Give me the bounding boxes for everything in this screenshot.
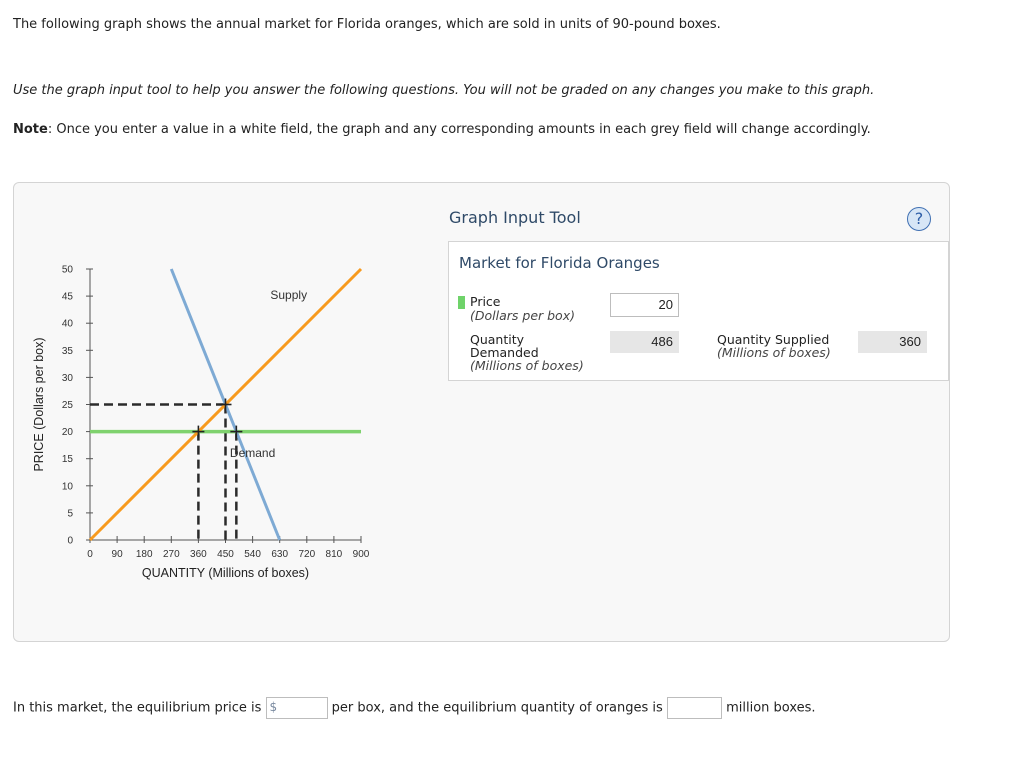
quantity-supplied-unit: (Millions of boxes) xyxy=(717,345,831,360)
question-sentence xyxy=(13,697,816,719)
dollar-sign: $ xyxy=(269,700,278,714)
x-tick-label: 720 xyxy=(298,549,316,560)
y-tick-label: 10 xyxy=(61,481,73,493)
question-part2: per box, and the equilibrium quantity of oranges is xyxy=(331,700,663,716)
note-label: Note xyxy=(13,122,48,137)
x-tick-label: 360 xyxy=(190,549,207,560)
market-chart[interactable] xyxy=(14,183,434,641)
equilibrium-quantity-input[interactable] xyxy=(667,697,722,719)
y-tick-label: 50 xyxy=(61,264,73,276)
y-axis-title: PRICE (Dollars per box) xyxy=(32,337,46,472)
quantity-supplied-value: 360 xyxy=(858,331,927,353)
quantity-demanded-unit: (Millions of boxes) xyxy=(470,358,584,373)
supply-label: Supply xyxy=(270,287,308,302)
quantity-demanded-label-line1: Quantity xyxy=(470,332,525,347)
quantity-demanded-label-line2: Demanded xyxy=(470,345,539,360)
x-tick-label: 270 xyxy=(162,549,180,560)
x-tick-label: 900 xyxy=(352,549,370,560)
x-tick-label: 450 xyxy=(217,549,234,560)
y-tick-label: 0 xyxy=(67,535,73,547)
y-tick-label: 15 xyxy=(61,454,73,466)
y-tick-label: 35 xyxy=(61,345,73,357)
price-label: Price xyxy=(470,294,501,309)
y-tick-label: 25 xyxy=(61,400,73,411)
market-subtitle: Market for Florida Oranges xyxy=(459,254,660,272)
graph-input-tool-title: Graph Input Tool xyxy=(449,208,581,227)
graph-input-tool xyxy=(448,241,949,381)
x-axis-title: QUANTITY (Millions of boxes) xyxy=(141,566,310,580)
y-tick-label: 5 xyxy=(67,508,73,520)
price-unit: (Dollars per box) xyxy=(470,308,575,323)
price-line-marker xyxy=(458,296,465,309)
x-tick-label: 90 xyxy=(111,549,123,560)
quantity-demanded-value: 486 xyxy=(610,331,679,353)
note-text xyxy=(13,122,871,137)
question-part1: In this market, the equilibrium price is xyxy=(13,700,262,716)
x-tick-label: 630 xyxy=(271,549,289,560)
graph-panel xyxy=(13,182,950,642)
x-tick-label: 810 xyxy=(325,549,343,560)
y-tick-label: 30 xyxy=(61,372,73,384)
price-input[interactable]: 20 xyxy=(610,293,679,317)
help-icon[interactable]: ? xyxy=(907,207,931,231)
instructions-text: Use the graph input tool to help you answer the following questions. You will not be graded on any changes you make to this graph. xyxy=(13,83,875,98)
x-tick-label: 0 xyxy=(87,549,93,560)
quantity-supplied-label: Quantity Supplied xyxy=(717,332,830,347)
x-tick-label: 180 xyxy=(135,549,153,560)
y-tick-label: 40 xyxy=(61,318,73,330)
note-body: : Once you enter a value in a white field, the graph and any corresponding amounts in each grey field will change accordingly. xyxy=(47,122,871,137)
demand-label: Demand xyxy=(229,446,276,461)
intro-text: The following graph shows the annual market for Florida oranges, which are sold in units of 90-pound boxes. xyxy=(13,17,721,32)
x-tick-label: 540 xyxy=(244,549,261,560)
y-tick-label: 20 xyxy=(61,427,73,439)
y-tick-label: 45 xyxy=(61,291,73,303)
question-part3: million boxes. xyxy=(726,700,816,716)
equilibrium-price-input[interactable] xyxy=(266,697,328,719)
